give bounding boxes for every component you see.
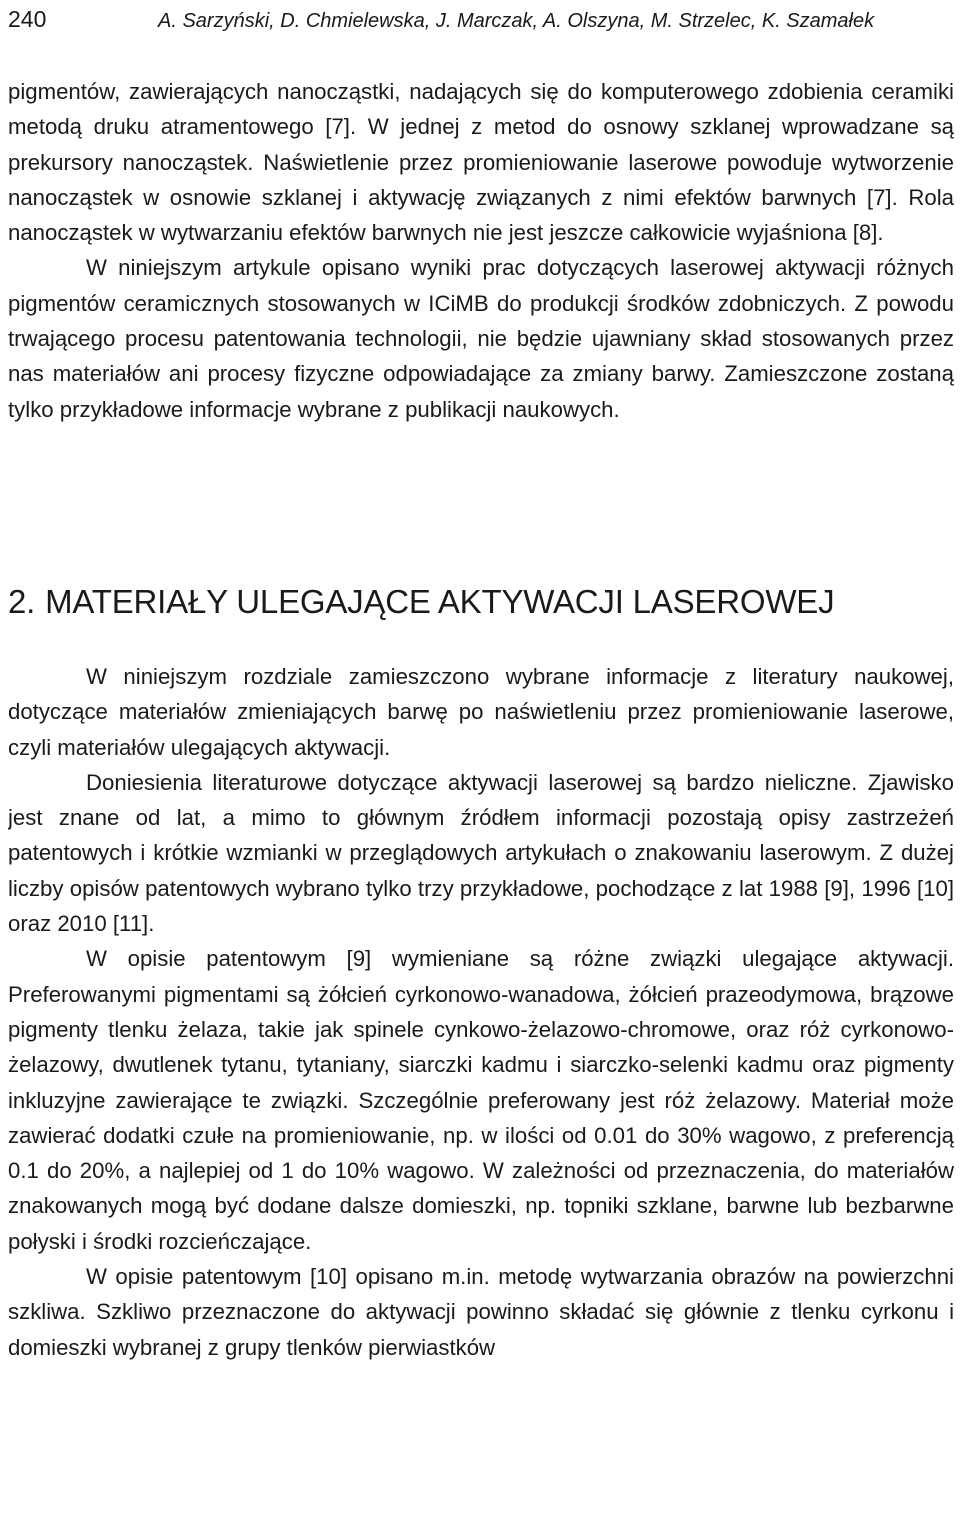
section-title: MATERIAŁY ULEGAJĄCE AKTYWACJI LASEROWEJ [45, 582, 835, 620]
intro-paragraph-continued: pigmentów, zawierających nanocząstki, nadających się do komputerowego zdobienia ceramiki metodą druku atramentowego [7]. W jednej z metod do osnowy szklanej wprowadzane są prekursory nanocząstek. Naświetlenie przez promieniowanie laserowe powoduje wytworzenie nanocząstek w osnowie szklanej i aktywację związanych z nimi efektów barwnych [7]. Rola nanocząstek w wytwarzaniu efektów barwnych nie jest jeszcze całkowicie wyjaśniona [8]. [8, 79, 954, 246]
intro-paragraph: W niniejszym artykule opisano wyniki prac dotyczących laserowej aktywacji różnych pigmentów ceramicznych stosowanych w ICiMB do produkcji środków zdobniczych. Z powodu trwającego procesu patentowania technologii, nie będzie ujawniany skład stosowanych przez nas materiałów ani procesy fizyczne odpowiadające za zmiany barwy. Zamieszczone zostaną tylko przykładowe informacje wybrane z publikacji naukowych. [8, 255, 954, 422]
running-header [8, 4, 954, 46]
section-number: 2. [8, 582, 36, 620]
section-paragraph: Doniesienia literaturowe dotyczące aktywacji laserowej są bardzo nieliczne. Zjawisko jest znane od lat, a mimo to głównym źródłem informacji pozostają opisy zastrzeżeń patentowych i krótkie wzmianki w przeglądowych artykułach o znakowaniu laserowym. Z dużej liczby opisów patentowych wybrano tylko trzy przykładowe, pochodzące z lat 1988 [9], 1996 [10] oraz 2010 [11]. [8, 769, 954, 937]
section-paragraph: W opisie patentowym [9] wymieniane są różne związki ulegające aktywacji. Preferowanymi pigmentami są żółcień cyrkonowo-wanadowa, żółcień prazeodymowa, brązowe pigmenty tlenku żelaza, takie jak spinele cynkowo-żelazowo-chromowe, oraz róż cyrkonowo-żelazowy, dwutlenek tytanu, tytaniany, siarczki kadmu i siarczko-selenki kadmu oraz pigmenty inkluzyjne zawierające te związki. Szczególnie preferowany jest róż żelazowy. Materiał może zawierać dodatki czułe na promieniowanie, np. w ilości od 0.01 do 30% wagowo, z preferencją 0.1 do 20%, a najlepiej od 1 do 10% wagowo. W zależności od przeznaczenia, do materiałów znakowanych mogą być dodane dalsze domieszki, np. topniki szklane, barwne lub bezbarwne połyski i środki rozcieńczające. [8, 946, 954, 1254]
section-paragraph: W niniejszym rozdziale zamieszczono wybrane informacje z literatury naukowej, dotyczące materiałów zmieniających barwę po naświetleniu przez promieniowanie laserowe, czyli materiałów ulegających aktywacji. [8, 663, 954, 760]
section-paragraph: W opisie patentowym [10] opisano m.in. metodę wytwarzania obrazów na powierzchni szkliwa. Szkliwo przeznaczone do aktywacji powinno składać się głównie z tlenku cyrkonu i domieszki wybranej z grupy tlenków pierwiastków [8, 1264, 954, 1360]
section-heading [8, 580, 954, 624]
page-number: 240 [8, 6, 47, 32]
header-authors: A. Sarzyński, D. Chmielewska, J. Marczak, A. Olszyna, M. Strzelec, K. Szamałek [158, 10, 875, 32]
document-page [8, 0, 954, 1539]
